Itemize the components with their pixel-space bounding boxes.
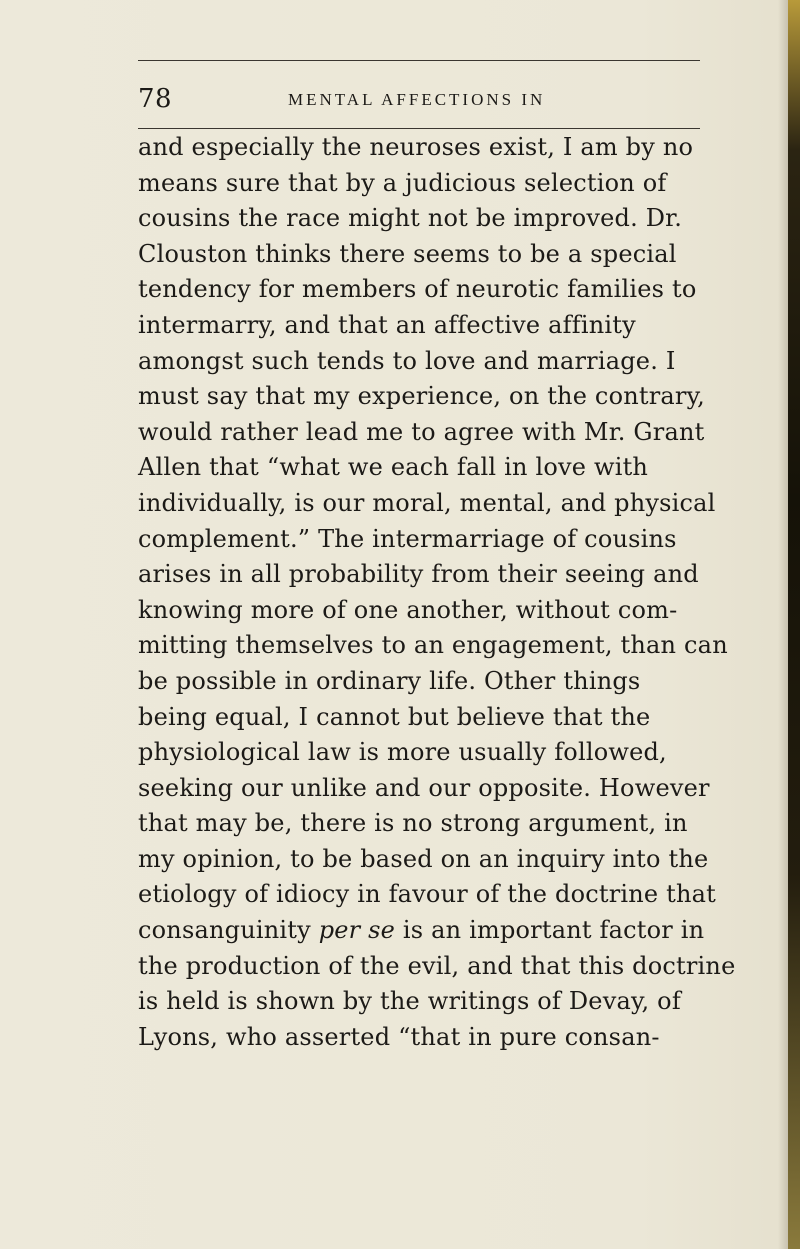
header-rule-top	[138, 60, 700, 61]
text-line: that may be, there is no strong argument, in	[138, 809, 688, 838]
text-line: Clouston thinks there seems to be a special	[138, 239, 677, 268]
text-line: arises in all probability from their seeing and	[138, 560, 699, 589]
text-line: complement.” The intermarriage of cousins	[138, 524, 677, 553]
body-text	[138, 130, 738, 1055]
text-line: would rather lead me to agree with Mr. Grant	[138, 417, 705, 446]
text-line: mitting themselves to an engagement, than can	[138, 631, 728, 660]
line-text-after-italic: is an important factor in	[395, 916, 705, 945]
text-line: etiology of idiocy in favour of the doctrine that	[138, 880, 717, 909]
running-head	[138, 84, 700, 114]
text-line: be possible in ordinary life. Other things	[138, 666, 641, 695]
text-line: physiological law is more usually followed,	[138, 738, 667, 767]
text-line: knowing more of one another, without com-	[138, 595, 678, 624]
header-rule-bottom	[138, 128, 700, 129]
text-line: my opinion, to be based on an inquiry into the	[138, 844, 709, 873]
text-line: individually, is our moral, mental, and physical	[138, 488, 716, 517]
text-line: tendency for members of neurotic families to	[138, 275, 697, 304]
text-line: and especially the neuroses exist, I am by no	[138, 133, 694, 161]
text-line: amongst such tends to love and marriage. I	[138, 346, 676, 375]
page-edge-shadow	[778, 0, 788, 1249]
text-line: Allen that “what we each fall in love with	[138, 453, 649, 482]
text-line-with-italic	[138, 913, 738, 949]
text-line: the production of the evil, and that this doctrine	[138, 951, 736, 980]
text-line: is held is shown by the writings of Devay, of	[138, 987, 681, 1016]
text-line: cousins the race might not be improved. Dr.	[138, 204, 683, 233]
text-line: seeking our unlike and our opposite. However	[138, 773, 710, 802]
text-line: means sure that by a judicious selection of	[138, 168, 667, 197]
page-number: 78	[138, 84, 173, 114]
text-line: being equal, I cannot but believe that the	[138, 702, 651, 731]
text-line: Lyons, who asserted “that in pure consan-	[138, 1022, 660, 1051]
text-line: must say that my experience, on the contrary,	[138, 382, 705, 411]
binding-edge	[788, 0, 800, 1249]
italic-phrase: per se	[318, 916, 396, 945]
running-title: MENTAL AFFECTIONS IN	[288, 90, 546, 109]
text-line: intermarry, and that an affective affinity	[138, 310, 636, 339]
line-text-before-italic: consanguinity	[138, 916, 319, 945]
